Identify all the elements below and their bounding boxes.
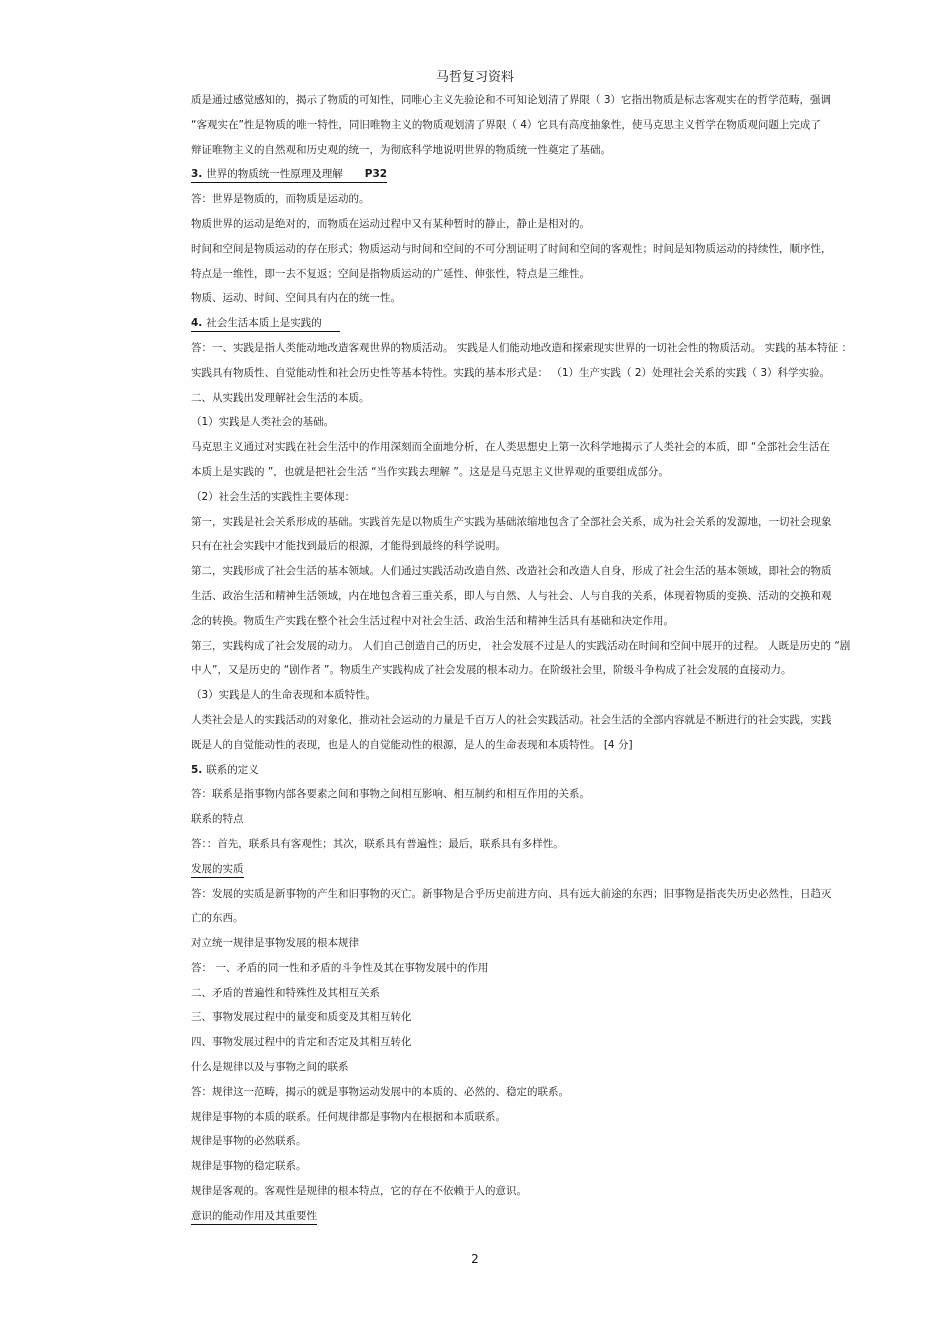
- page-number: 2: [471, 1252, 479, 1266]
- section-title: 世界的物质统一性原理及理解: [206, 168, 343, 181]
- text-line: 答：世界是物质的，而物质是运动的。: [191, 193, 370, 206]
- text-line: 四、事物发展过程中的肯定和否定及其相互转化: [191, 1036, 412, 1049]
- section-title: 联系的定义: [206, 763, 259, 776]
- page-reference: P32: [364, 168, 388, 181]
- text-line: 时间和空间是物质运动的存在形式；物质运动与时间和空间的不可分割证明了时间和空间的客观性；时间是知物质运动的持续性，顺序性，: [191, 242, 832, 255]
- text-line: （3）实践是人的生命表现和本质特性。: [191, 689, 377, 702]
- text-line: 亡的东西。: [191, 912, 244, 925]
- document-body: [191, 88, 921, 1229]
- text-line: 答：：首先，联系具有客观性；其次，联系具有普遍性；最后，联系具有多样性。: [191, 837, 564, 850]
- text-line: 生活、政治生活和精神生活领域，内在地包含着三重关系，即人与自然、人与社会、人与自我的关系，体现着物质的变换、活动的交换和观: [191, 589, 832, 602]
- text-line: 既是人的自觉能动性的表现，也是人的自觉能动性的根源，是人的生命表现和本质特性。 [4 分]: [191, 738, 633, 751]
- text-line: （2）社会生活的实践性主要体现：: [191, 490, 356, 503]
- text-line: 二、从实践出发理解社会生活的本质。: [191, 391, 370, 404]
- text-line: 实践具有物质性、自觉能动性和社会历史性等基本特性。实践的基本形式是： （1）生产实践（ 2）处理社会关系的实践（ 3）科学实验。: [191, 366, 831, 379]
- subheading-fazhan: [191, 857, 921, 882]
- text-line: 念的转换。物质生产实践在整个社会生活过程中对社会生活、政治生活和精神生活具有基础和决定作用。: [191, 614, 674, 627]
- text-line: 规律是事物的稳定联系。: [191, 1160, 307, 1173]
- section-heading-3-underline: [191, 167, 387, 183]
- text-line: 辩证唯物主义的自然观和历史观的统一，为彻底科学地说明世界的物质统一性奠定了基础。: [191, 143, 611, 156]
- text-line: 本质上是实践的 ”，也就是把社会生活 “当作实践去理解 ”。这是是马克思主义世界观的重要组成部分。: [191, 465, 669, 478]
- subheading-yishi-underline: 意识的能动作用及其重要性: [191, 1209, 317, 1225]
- section-number: 4.: [191, 317, 203, 330]
- subheading-yishi: [191, 1204, 921, 1229]
- section-heading-4: [191, 311, 921, 336]
- text-line: 规律是客观的。客观性是规律的根本特点，它的存在不依赖于人的意识。: [191, 1185, 527, 1198]
- text-line: 对立统一规律是事物发展的根本规律: [191, 937, 359, 950]
- text-line: 只有在社会实践中才能找到最后的根源，才能得到最终的科学说明。: [191, 540, 506, 553]
- section-number: 3.: [191, 168, 203, 181]
- text-line: 马克思主义通过对实践在社会生活中的作用深刻而全面地分析，在人类思想史上第一次科学地揭示了人类社会的本质，即 “全部社会生活在: [191, 441, 830, 454]
- subheading-fazhan-underline: 发展的实质: [191, 862, 244, 878]
- text-line: 答： 一、矛盾的同一性和矛盾的斗争性及其在事物发展中的作用: [191, 961, 489, 974]
- text-line: 答：发展的实质是新事物的产生和旧事物的灭亡。新事物是合乎历史前进方向、具有远大前途的东西；旧事物是指丧失历史必然性，日趋灭: [191, 887, 832, 900]
- text-line: 第一，实践是社会关系形成的基础。实践首先是以物质生产实践为基础浓缩地包含了全部社会关系，成为社会关系的发源地，一切社会现象: [191, 515, 832, 528]
- text-line: “客观实在”性是物质的唯一特性，同旧唯物主义的物质观划清了界限（ 4）它具有高度抽象性，使马克思主义哲学在物质观问题上完成了: [191, 118, 821, 131]
- text-line: 规律是事物的本质的联系。任何规律都是事物内在根据和本质联系。: [191, 1110, 506, 1123]
- text-line: 特点是一维性，即一去不复返；空间是指物质运动的广延性、伸张性，特点是三维性。: [191, 267, 590, 280]
- text-line: 中人”，又是历史的 “剧作者 ”。物质生产实践构成了社会发展的根本动力。在阶级社会里，阶级斗争构成了社会发展的直接动力。: [191, 664, 792, 677]
- text-line: 第三，实践构成了社会发展的动力。 人们自己创造自己的历史， 社会发展不过是人的实践活动在时间和空间中展开的过程。 人既是历史的 “剧: [191, 639, 851, 652]
- text-line: 质是通过感觉感知的，揭示了物质的可知性，同唯心主义先验论和不可知论划清了界限（ 3）它指出物质是标志客观实在的哲学范畴，强调: [191, 94, 832, 106]
- text-line: 第二，实践形成了社会生活的基本领域。人们通过实践活动改造自然、改造社会和改造人自身，形成了社会生活的基本领域，即社会的物质: [191, 565, 832, 578]
- text-line: 答：联系是指事物内部各要素之间和事物之间相互影响、相互制约和相互作用的关系。: [191, 788, 590, 801]
- text-line: 什么是规律以及与事物之间的联系: [191, 1061, 349, 1074]
- text-line: 答：规律这一范畴，揭示的就是事物运动发展中的本质的、必然的、稳定的联系。: [191, 1085, 569, 1098]
- section-heading-5: [191, 758, 921, 783]
- section-heading-3: [191, 162, 921, 187]
- text-line: 人类社会是人的实践活动的对象化，推动社会运动的力量是千百万人的社会实践活动。社会生活的全部内容就是不断进行的社会实践，实践: [191, 713, 832, 726]
- text-line: 联系的特点: [191, 813, 244, 826]
- text-line: 规律是事物的必然联系。: [191, 1135, 307, 1148]
- text-line: （1）实践是人类社会的基础。: [191, 416, 335, 429]
- section-heading-4-underline: [191, 316, 340, 332]
- page-header-title: 马哲复习资料: [435, 70, 514, 85]
- text-line: 物质世界的运动是绝对的，而物质在运动过程中又有某种暂时的静止，静止是相对的。: [191, 217, 590, 230]
- section-number: 5.: [191, 763, 203, 776]
- section-title: 社会生活本质上是实践的: [206, 317, 322, 330]
- text-line: 答：一、实践是指人类能动地改造客观世界的物质活动。 实践是人们能动地改造和探索现实世界的一切社会性的物质活动。 实践的基本特征 ：: [191, 341, 853, 354]
- text-line: 三、事物发展过程中的量变和质变及其相互转化: [191, 1011, 412, 1024]
- text-line: 二、矛盾的普遍性和特殊性及其相互关系: [191, 986, 380, 999]
- text-line: 物质、运动、时间、空间具有内在的统一性。: [191, 292, 401, 305]
